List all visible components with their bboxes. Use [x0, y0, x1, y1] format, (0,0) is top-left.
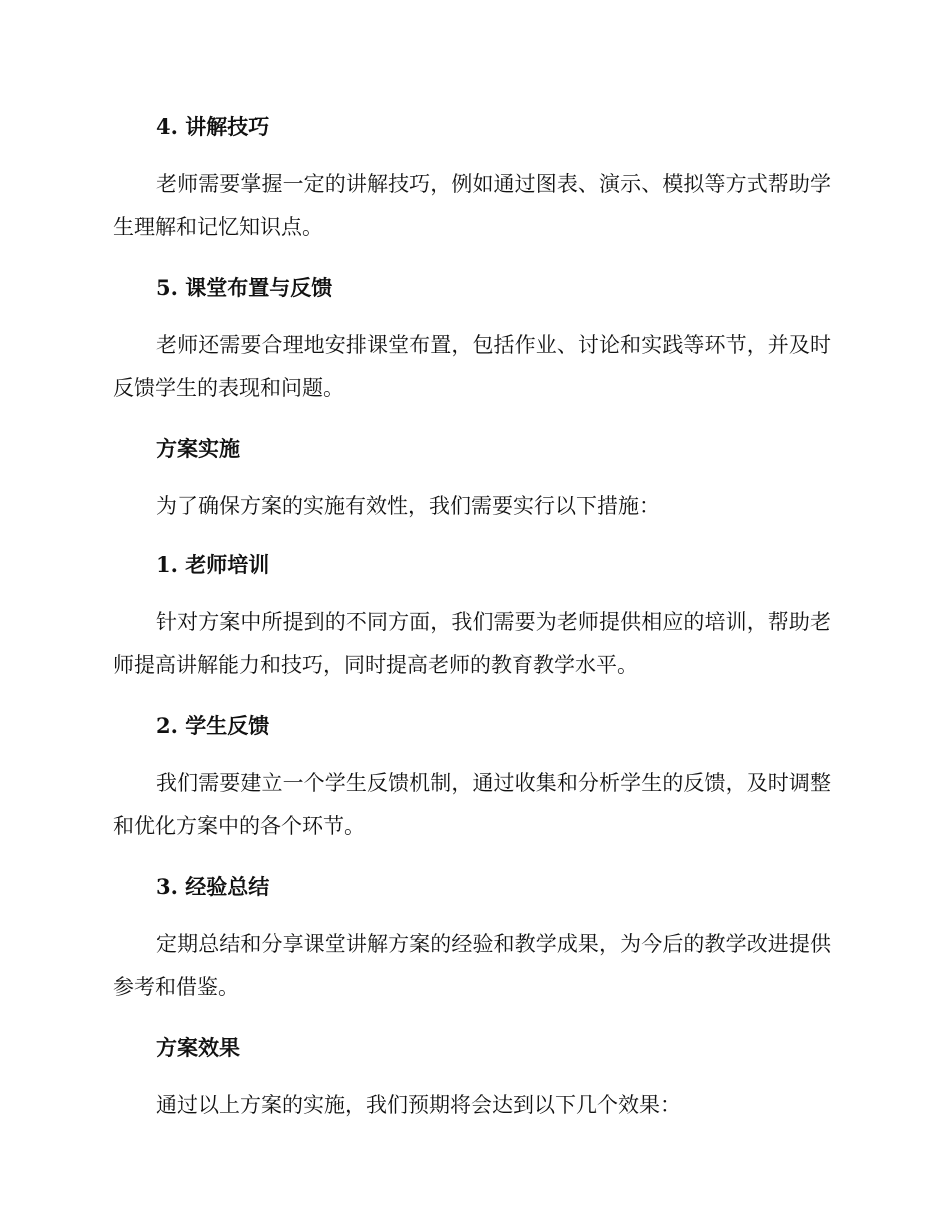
paragraph-explaining-skills: 老师需要掌握一定的讲解技巧，例如通过图表、演示、模拟等方式帮助学生理解和记忆知识点。 [113, 172, 831, 239]
section-heading-teacher-training: 1. 老师培训 [156, 552, 270, 577]
section-heading-implementation: 方案实施 [156, 436, 240, 461]
section-heading-classroom-feedback: 5. 课堂布置与反馈 [156, 275, 333, 300]
paragraph-teacher-training: 针对方案中所提到的不同方面，我们需要为老师提供相应的培训，帮助老师提高讲解能力和技巧，同时提高老师的教育教学水平。 [113, 610, 831, 677]
paragraph-expected-results: 通过以上方案的实施，我们预期将会达到以下几个效果： [156, 1093, 681, 1117]
paragraph-classroom-feedback: 老师还需要合理地安排课堂布置，包括作业、讨论和实践等环节，并及时反馈学生的表现和问题。 [113, 333, 831, 400]
section-heading-explaining-skills: 4. 讲解技巧 [156, 114, 270, 139]
document-body [113, 108, 831, 1127]
paragraph-implementation-intro: 为了确保方案的实施有效性，我们需要实行以下措施： [156, 494, 660, 518]
section-heading-expected-results: 方案效果 [156, 1035, 240, 1060]
section-heading-experience-summary: 3. 经验总结 [156, 874, 270, 899]
section-heading-student-feedback: 2. 学生反馈 [156, 713, 270, 738]
paragraph-experience-summary: 定期总结和分享课堂讲解方案的经验和教学成果，为今后的教学改进提供参考和借鉴。 [113, 932, 831, 999]
paragraph-student-feedback: 我们需要建立一个学生反馈机制，通过收集和分析学生的反馈，及时调整和优化方案中的各个环节。 [113, 771, 831, 838]
